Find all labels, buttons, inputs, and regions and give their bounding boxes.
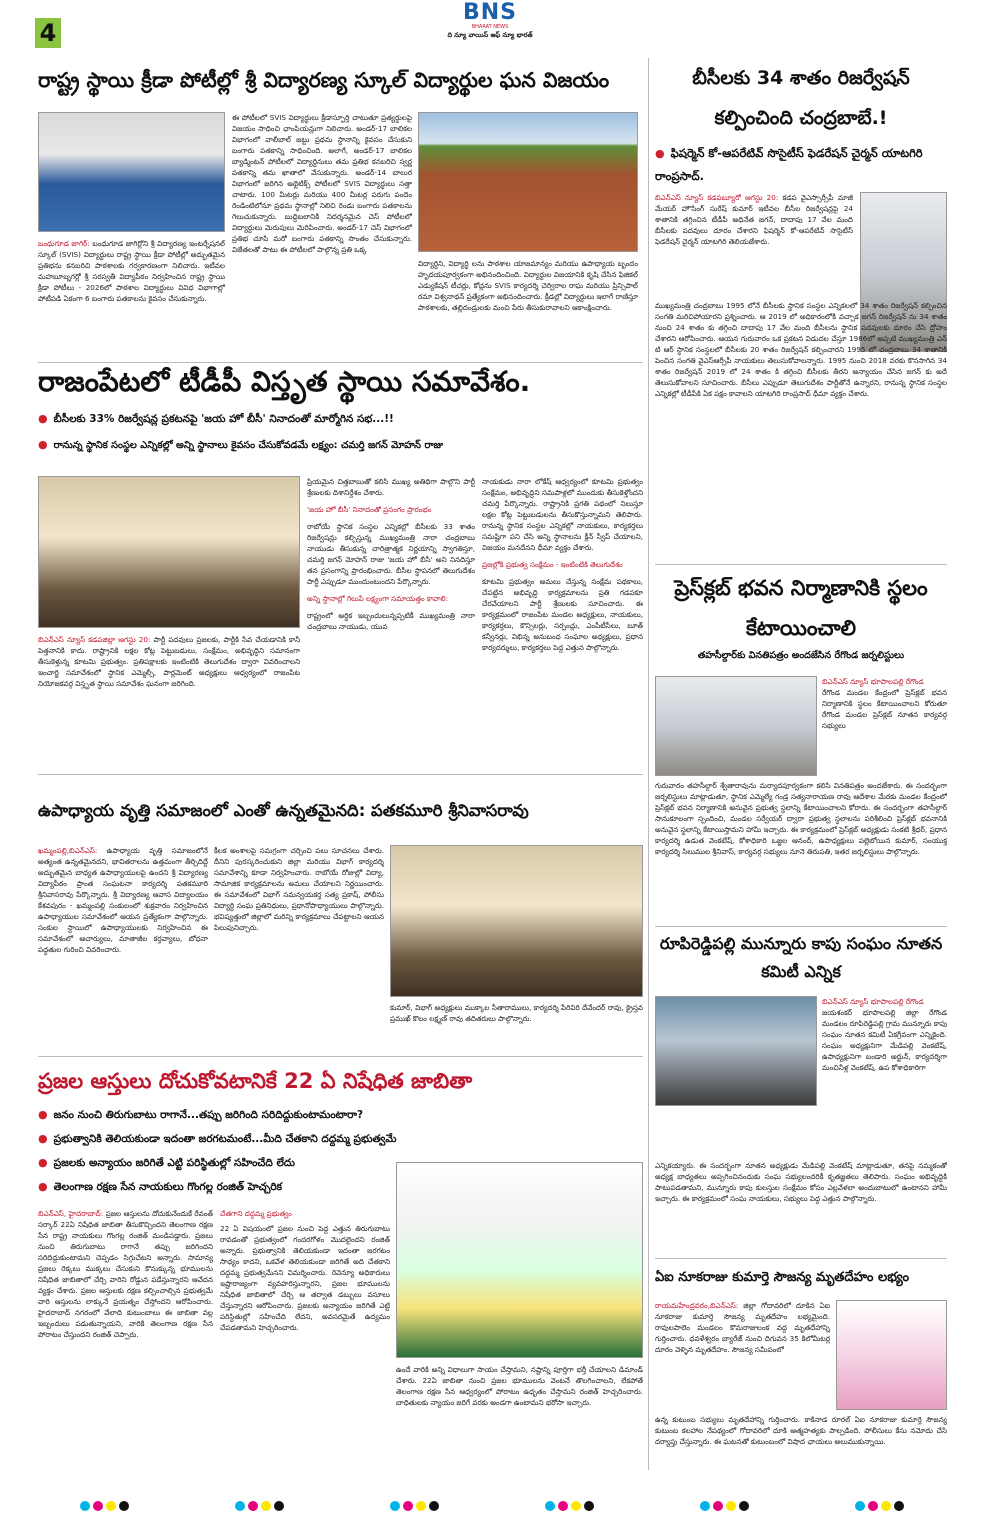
story5-dateline: ఖమ్మంపల్లి,బిఎన్ఎస్:: [38, 846, 98, 855]
divider: [655, 926, 947, 927]
story2-lead: [655, 192, 853, 300]
logo-text: BNS: [462, 0, 518, 25]
story5-column-1: [38, 845, 208, 1051]
story3-text-2a: ప్రియమైన చిత్తబాబుతో కలిసి ముఖ్య అతిథిగా పాల్గొని పార్టీ శ్రేణులకు దిశానిర్దేశం చేశారు.: [307, 477, 475, 497]
story2-bullet: ● ఫిషర్మెన్ కో-ఆపరేటివ్ సొసైటీస్ ఫెడరేషన్ చైర్మన్ యాటగిరి రాంప్రసాద్.: [655, 142, 947, 187]
story7-headline: ఏఐ నూకరాజు కుమార్తె సౌజన్య మృతదేహం లభ్యం: [655, 1270, 910, 1285]
story3-bullet-2: ● రానున్న స్థానిక సంస్థల ఎన్నికల్లో అన్ని స్థానాలు కైవసం చేసుకోవడమే లక్ష్యం: చమర్తి జగన్ మోహన్ రాజు: [38, 438, 643, 453]
divider: [38, 774, 643, 775]
story3-column-1: [38, 634, 300, 768]
logo-subline: ది న్యూ వాయిస్ ఆఫ్ న్యూ భారత్: [447, 31, 533, 39]
story4-subhead: తహసీల్దార్‌కు వినతిపత్రం అందజేసిన రేగొండ జర్నలిస్టులు: [697, 650, 905, 661]
logo-tagline: BHARAT NEWS: [471, 24, 509, 30]
logo: [415, 2, 565, 46]
story5-caption: కుమార్, విభాగ్ అధ్యక్షులు ముక్కాల సీతారాములు, కార్యదర్శి పేరివిరి దేవేందర్ రావు, క్రైస్తవ ప్రముఖ్ కొలం లక్ష్మణ్ రావు తదితరులు పాల్గొన్నారు.: [390, 1003, 643, 1023]
story3-text-3a: నాయకుడు నారా లోకేష్ ఆధ్వర్యంలో కూటమి ప్రభుత్వం సంక్షేమం, అభివృద్ధిని సమపాళ్లలో ముందుకు తీసుకెళ్తోందని చమర్తి పేర్కొన్నారు. రాష్ట్రానికి ప్రగతి పథంలో నిలుస్తూ లక్షల కోట్ల పెట్టుబడులను తీసుకొస్తున్నామని తెలిపారు. రానున్న స్థానిక సంస్థల ఎన్నికల్లో నాయకులు, కార్యకర్తలు సమష్టిగా పని చేసి అన్ని స్థానాలను క్లీన్ స్వీప్ చేయాలని, విజయం మనదేనని ధీమా వ్యక్తం చేశారు.: [482, 477, 643, 552]
story7-text-side: జిల్లా గోదావరిలో దూకిన ఏఐ నూకరాజు కుమార్తె సౌజన్య మృతదేహం లభ్యమైంది. రావులపాలెం మండలం కొమరాజులంక వద్ద మృతదేహాన్ని గుర్తించారు. ధవళేశ్వరం బ్యారేజ్ నుంచి దిగువన 35 కిలోమీటర్ల దూరం వెళ్ళిన మృతదేహం. సౌజన్య సమీపంలో: [655, 1301, 830, 1354]
story1-headline: రాష్ట్ర స్థాయి క్రీడా పోటీల్లో శ్రీ విద్యారణ్య స్కూల్ విద్యార్థుల ఘన విజయం: [38, 68, 610, 92]
story1-text-1: బంధుగూడ జాగిర్లోని శ్రీ విద్యారణ్య ఇంటర్నేషనల్ స్కూల్ (SVIS) విద్యార్థులు రాష్ట్ర స్థాయి క్రీడా పోటీల్లో అద్భుతమైన ప్రతిభను కనబరిచి పాఠశాలకు గర్వకారణంగా నిలిచారు. ఇటీవల మహబూబ్నగర్లో శ్రీ సరస్వతీ విద్యాపీఠం నిర్వహించిన రాష్ట్ర స్థాయి క్రీడా పోటీలు - 2026లో పాఠశాల విద్యార్థులు వివిధ విభాగాల్లో పోటీపడి ఏకంగా 6 బంగారు పతకాలను కైవసం చేసుకున్నారు.: [38, 239, 225, 303]
story8-column-2: [220, 1208, 390, 1470]
story4-headline: ప్రెస్‌క్లబ్ భవన నిర్మాణానికి స్థలం కేటాయించాలి: [674, 576, 928, 640]
story4-dateline: బిఎన్ఎస్ న్యూస్ భూపాలపల్లి రేగొండ: [822, 677, 924, 686]
story6-side: [822, 996, 947, 1154]
story5-text-1: ఉపాధ్యాయ వృత్తి సమాజంలోనే అత్యంత ఉన్నతమైనదని, భావితరాలను ఉత్తమంగా తీర్చిదిద్దే అద్భుతమైన బాధ్యత ఉపాధ్యాయులపై ఉందని శ్రీ విద్యారణ్య విద్యాపీఠం ప్రాంత సంఘటనా కార్యదర్శి పతకమూరి శ్రీనివాసరావు పేర్కొన్నారు. శ్రీ విద్యారణ్య ఆవాస విద్యాలయం కేశవపురం - ఖమ్మంపల్లి సంకులంలో శుక్రవారం నిర్వహించిన ఉపాధ్యాయుల సమావేశంలో ఆయన ప్రత్యేకంగా పాల్గొన్నారు. సంకుల స్థాయిలో ఉపాధ్యాయులకు నిర్వహించిన ఈ సమావేశంలో ఆచార్యులు, మాతాజీల కర్తవ్యాలు, బోధనా పద్ధతుల గురించి వివరించారు.: [38, 846, 208, 954]
story1-photo-team: [38, 112, 225, 232]
story8-text-2: 22 ఏ విషయంలో ప్రజల నుంచి పెద్ద ఎత్తున తిరుగుబాటు రావడంతో ప్రభుత్వంలో గందరగోళం మొదలైందని రంజిత్ అన్నారు. ప్రభుత్వానికి తెలియకుండా ఇదంతా జరగటం సాధ్యం కాదని, ఒకవేళ తెలియకుండా జరిగితే అది చేతకాని దద్దమ్మ ప్రభుత్వమేనని విమర్శించారు. రెవెన్యూ అధికారులు ఇష్టారాజ్యంగా వ్యవహరిస్తున్నారని, ప్రజల భూములను నిషేధిత జాబితాలో చేర్చి ఆ తర్వాత డబ్బులు వసూలు చేస్తున్నారని ఆరోపించారు. ప్రజలకు అన్యాయం జరిగితే ఎట్టి పరిస్థితుల్లో సహించేది లేదని, అవసరమైతే ఉద్యమం చేపడతామని హెచ్చరించారు.: [220, 1224, 390, 1332]
story5-column-2: కీలక అంశాలపై సమగ్రంగా చర్చించి పలు సూచనలు చేశారు. దీనిని పురస్కరించుకుని జిల్లా మరియు విభాగ్ కార్యదర్శి సమావేశాన్ని కూడా నిర్వహించారు. రాబోయే రోజుల్లో విద్యా, సామాజిక కార్యక్రమాలను అమలు చేయాలని నిర్ణయించారు. ఈ సమావేశంలో విభాగ్ సమన్వయకర్త సత్య ప్రకాష్, పోలీసు విద్యార్థి సంఘ ప్రతినిధులు, ప్రధానోపాధ్యాయులు పాల్గొన్నారు. భవిష్యత్తులో జిల్లాలో మరిన్ని కార్యక్రమాలు చేపట్టాలని ఆయన పిలుపునిచ్చారు.: [214, 846, 384, 932]
divider: [655, 564, 947, 565]
color-dots-1: [80, 1496, 132, 1515]
color-dots-6: [855, 1496, 907, 1515]
story3-bullet-1: ● బీసీలకు 33% రిజర్వేషన్ల ప్రకటనపై 'జయ హో బీసీ' నినాదంతో మార్మోగిన సభ...!!: [38, 412, 643, 428]
story6-body: ఎన్నికయ్యారు. ఈ సందర్భంగా నూతన అధ్యక్షుడు మేడిపల్లి వెంకటేష్ మాట్లాడుతూ, తనపై నమ్మకంతో అధ్యక్ష బాధ్యతలు అప్పగించినందుకు సంఘ సభ్యులందరికీ కృతజ్ఞతలు తెలిపారు. సంఘం అభివృద్ధికి పాటుపడతామని, మున్నూరు కాపు కులస్తుల సంక్షేమం కోసం ఎల్లవేళలా అందుబాటులో ఉంటానని హామీ ఇచ్చారు. ఈ కార్యక్రమంలో సంఘ నాయకులు, సభ్యులు పెద్ద ఎత్తున పాల్గొన్నారు.: [655, 1161, 947, 1203]
issue-date: 21-08-2026: [830, 23, 920, 39]
story2-dateline: బిఎన్ఎస్ న్యూస్ కడపబ్యూరో ఆగస్టు 20:: [655, 193, 779, 202]
story8-column-1: [38, 1208, 213, 1470]
masthead: [0, 0, 987, 48]
story5-headline: ఉపాధ్యాయ వృత్తి సమాజంలో ఎంతో ఉన్నతమైనది: పతకమూరి శ్రీనివాసరావు: [38, 801, 529, 820]
page-number: 4: [35, 18, 61, 48]
color-dots-2: [235, 1496, 287, 1515]
story3-column-3: [482, 476, 643, 768]
story1-dateline: బంధుగూడ జాగిర్:: [38, 239, 90, 248]
story6-text-side: జయశంకర్ భూపాలపల్లి జిల్లా రేగొండ మండలం రూపిరెడ్డిపల్లి గ్రామ మున్నూరు కాపు సంఘం నూతన కమిటీ ఏకగ్రీవంగా ఎన్నికైంది. సంఘం అధ్యక్షునిగా మేడిపల్లి వెంకటేష్, ఉపాధ్యక్షునిగా బండారి అర్జున్, కార్యదర్శిగా మంచినీళ్ల వెంకటేష్, ఉప కోశాధికారిగా: [822, 1008, 947, 1072]
registration-marks: [0, 1496, 987, 1510]
story7-body: ఉన్న కుటుంబ సభ్యులు మృతదేహాన్ని గుర్తించారు. కాకినాడ రూరల్ ఏఐ నూకరాజు కుమార్తె సౌజన్య కుటుంబ కలహాల నేపథ్యంలో గోదావరిలో దూకి ఆత్మహత్యకు పాల్పడింది. పోలీసులు కేసు నమోదు చేసి దర్యాప్తు చేస్తున్నారు. ఈ ఘటనతో కుటుంబంలో విషాద ఛాయలు అలుముకున్నాయి.: [655, 1415, 947, 1446]
story6-photo: [655, 996, 817, 1106]
story3-text-3b: కూటమి ప్రభుత్వం అమలు చేస్తున్న సంక్షేమ పథకాలు, చేపట్టిన అభివృద్ధి కార్యక్రమాలను ప్రతి గడపకూ చేరవేయాలని పార్టీ శ్రేణులకు సూచించారు. ఈ కార్యక్రమంలో రాజంపేట మండల అధ్యక్షులు, నాయకులు, కార్యకర్తలు, కౌన్సిలర్లు, సర్పంచ్లు, ఎంపీటీసీలు, బూత్ కన్వీనర్లు, విభిన్న అనుబంధ సంఘాల అధ్యక్షులు, ప్రధాన కార్యదర్శులు, కార్యకర్తలు పెద్ద ఎత్తున పాల్గొన్నారు.: [482, 577, 643, 652]
story2-body: ముఖ్యమంత్రి చంద్రబాబు 1995 లోనే బీసీలకు స్థానిక సంస్థల ఎన్నికలలో 34 శాతం రిజర్వేషన్ కల్పించిన సంగతి మరిచిపోయారని ప్రశ్నించారు. ఆ 2019 లో అధికారంలోకి వచ్చాక జగన్ రిజర్వేషన్ ను 34 శాతం నుంచి 24 శాతం కు తగ్గించి దాదాపు 17 వేల మంది బీసీలను స్థానిక పదవులకు దూరం చేసి ద్రోహం చేశారని ఆరోపించారు. ఆయన గురువారం ఒక ప్రకటన విడుదల చేస్తూ 1986లో అప్పటి ముఖ్యమంత్రి ఎన్ టి ఆర్ స్థానిక సంస్థలలో బీసీలకు 20 శాతం రిజర్వేషన్ కల్పించారని 1995 లో చంద్రబాబు 34 శాతానికి పెంచిన సంగతి వైఎస్ఆర్సీపీ నాయకులు తెలుసుకోవాలన్నారు. 1995 నుంచి 2018 వరకు కొనసాగిన 34 శాతం రిజర్వేషన్ 2019 లో 24 శాతం కి తగ్గించి బీసీలకు తీరని అన్యాయం చేసిన జగన్ కు అదే తెలుసుకోవాలని సూచించారు. బీసీలు ఎప్పుడూ తెలుగుదేశం పార్టీతోనే ఉన్నారని, రానున్న స్థానిక సంస్థల ఎన్నికల్లో టీడీపీకి ఏక పక్షం కావాలని యాటగిరి రాంప్రసాద్ ధీమా వ్యక్తం చేశారు.: [655, 301, 947, 398]
divider: [655, 1258, 947, 1259]
story8-bullet-4: ● తెలంగాణ రక్షణ సేన నాయకులు గొంగల్ల రంజిత్ హెచ్చరిక: [38, 1180, 398, 1196]
story3-photo-meeting: [38, 476, 300, 628]
story3-text-2b: రాబోయే స్థానిక సంస్థల ఎన్నికల్లో బీసీలకు 33 శాతం రిజర్వేషన్లు కల్పిస్తున్న ముఖ్యమంత్రి నారా చంద్రబాబు నాయుడు తీసుకున్న చారిత్రాత్మక నిర్ణయాన్ని స్వాగతిస్తూ, చమర్తి జగన్ మోహన్ రాజు 'జయ హో బీసీ' అని నినదిస్తూ తన ప్రసంగాన్ని ప్రారంభించారు. బీసీల స్థాపనలో తెలుగుదేశం పార్టీ ఎప్పుడూ ముందుంటుందని పేర్కొన్నారు.: [307, 522, 475, 586]
story8-bullet-1: ● జనం నుంచి తిరుగుబాటు రాగానే...తప్పు జరిగింది సరిదిద్దుకుంటామంటారా?: [38, 1108, 638, 1124]
story7-photo: [836, 1300, 947, 1410]
color-dots-5: [700, 1496, 752, 1515]
story2-text-lead: కడప వైఎస్సార్సీపీ మాజీ మేయర్ హౌసింగ్ సురేష్ కుమార్ ఇటీవల బీసీల రిజర్వేషన్లపై 24 శాతానికి తగ్గించిన టీడీపీ అధినేత జగన్, దాదాపు 17 వేల మంది బీసీలకు పదవులు దూరం చేశారని ఫిషర్మెన్ కో-ఆపరేటివ్ సొసైటీస్ ఫెడరేషన్ చైర్మన్ యాటగిరి తెలియజేశారు.: [655, 193, 853, 246]
story7-dateline: రాయమహేంద్రవరం,బిఎన్ఎస్:: [655, 1301, 739, 1310]
story3-subhead-3: ప్రజల్లోకి ప్రభుత్వ సంక్షేమం - ఇంటింటికి తెలుగుదేశం: [482, 560, 623, 569]
story5-photo-meeting: [390, 845, 643, 997]
story1-photo-race: [418, 112, 638, 252]
story8-dateline: బిఎన్ఎస్, హైదరాబాద్:: [38, 1209, 104, 1218]
story3-subhead-1: 'జయ హో బీసీ' నినాదంతో ప్రసంగం ప్రారంభం: [307, 505, 432, 514]
story4-side: [822, 676, 947, 776]
story1-column-2: ఈ పోటీలలో SVIS విద్యార్థులు క్రీడాస్ఫూర్తి చాటుతూ ప్రత్యర్థులపై విజయం సాధించి ఛాంపియన్లుగా నిలిచారు. అండర్-17 బాలికల విభాగంలో వాలీబాల్ జట్టు ప్రథమ స్థానాన్ని కైవసం చేసుకుని బంగారు పతకాన్ని సాధించింది. అలాగే, అండర్-17 బాలికల బ్యాడ్మింటన్ పోటీలలో విద్యార్థినులు తమ ప్రతిభ కనబరిచి స్వర్ణ పతకాన్ని తమ ఖాతాలో వేసుకున్నారు. అండర్-14 బాలుర విభాగంలో జరిగిన అథ్లెటిక్స్ పోటీలలో SVIS విద్యార్థులు సత్తా చాటారు. 100 మీటర్లు మరియు 400 మీటర్ల పరుగు పందెం రెండింటిలోనూ ప్రథమ స్థానాల్లో నిలిచి రెండు బంగారు పతకాలను గెలుచుకున్నారు. బుద్ధిబలానికి నిదర్శనమైన చెస్ పోటీలలో విద్యార్థులు మెరుపులు మెరిపించారు. అండర్-17 చెస్ విభాగంలో ప్రతిభ చూపి మరో బంగారు పతకాన్ని సొంతం చేసుకున్నారు. విజేతలతో పాటు ఈ పోటీలలో పాల్గొన్న ప్రతి ఒక్క: [232, 113, 412, 254]
story3-column-2: [307, 476, 475, 768]
color-dots-3: [390, 1496, 442, 1515]
story6-dateline: బిఎన్ఎస్ న్యూస్ భూపాలపల్లి రేగొండ: [822, 997, 924, 1006]
story3-text-2c: రాష్ట్రంలో అర్థిక ఇబ్బందులున్నప్పటికీ ముఖ్యమంత్రి నారా చంద్రబాబు నాయుడు, యువ: [307, 611, 475, 631]
story1-column-1: [38, 238, 225, 358]
story3-headline: రాజంపేటలో టీడీపీ విస్తృత స్థాయి సమావేశం.: [38, 365, 531, 398]
day-label: శుక్రవారం: [68, 23, 118, 39]
story2-headline: బీసీలకు 34 శాతం రిజర్వేషన్ కల్పించింది చంద్రబాబే.!: [692, 67, 910, 129]
story8-bullet-2: ● ప్రభుత్వానికి తెలియకుండా ఇదంతా జరగటమంటే...మీది చేతకాని దద్దమ్మ ప్రభుత్వమే: [38, 1132, 638, 1148]
story1-column-3: విద్యార్థిని, విద్యార్థి లను పాఠశాల యాజమాన్యం మరియు ఉపాధ్యాయ బృందం హృదయపూర్వకంగా అభినందించింది. విద్యార్థుల విజయానికి కృషి చేసిన ఫిజికల్ ఎడ్యుకేషన్ టీచర్లు, కోచ్లను SVIS కార్యదర్శి చెర్విరాల రాఘ మరియు ప్రిన్సిపాల్ రమా విశ్వనాథన్ ప్రత్యేకంగా అభినందించారు. క్రీడల్లో విద్యార్థులు ఇలాగే రాణిస్తూ పాఠశాలకు, తల్లిదండ్రులకు మంచి పేరు తీసుకురావాలని ఆకాంక్షించారు.: [418, 259, 638, 312]
story3-dateline: బిఎన్ఎస్ న్యూస్ కడపజిల్లా ఆగస్టు 20:: [38, 635, 151, 644]
story8-column-3: ఉందే వారికి అన్ని విధాలుగా సాయం చేస్తామని, నష్టాన్ని పూర్తిగా భర్తీ చేయాలని డిమాండ్ చేశారు. 22ఏ జాబితా నుంచి ప్రజల భూములను వెంటనే తొలగించాలని, లేకపోతే తెలంగాణ రక్షణ సేన ఆధ్వర్యంలో పోరాటం ఉధృతం చేస్తామని రంజిత్ హెచ్చరించారు. బాధితులకు న్యాయం జరిగే వరకు అండగా ఉంటామని భరోసా ఇచ్చారు.: [396, 1365, 643, 1407]
story4-text-side: రేగొండ మండల కేంద్రంలో ప్రెస్‌క్లబ్ భవన నిర్మాణానికి స్థలం కేటాయించాలని కోరుతూ రేగొండ మండల ప్రెస్‌క్లబ్ నూతన కార్యవర్గ సభ్యులు: [822, 688, 947, 730]
story7-side: [655, 1300, 830, 1396]
story3-text-1: పార్టీ పదవులు ప్రజలకు, పార్టీకి సేవ చేయడానికి కానీ పెత్తనానికి కాదు. రాష్ట్రానికి లక్షల కోట్ల పెట్టుబడులు, సంక్షేమం, అభివృద్ధిని సమానంగా తీసుకెళ్తున్న కూటమి ప్రభుత్వం. ప్రతిపక్షాలకు ఇంటింటికి తెలుగుదేశం ద్వారా వివరించాలని ఇంచార్జి సమావేశంలో స్థానిక ఎమ్మెల్సీ, పార్లమెంట్ అధ్యక్షులు ఆధ్వర్యంలో రాజంపేట నియోజకవర్గ విస్తృత స్థాయి సమావేశం ఘనంగా జరిగింది.: [38, 635, 300, 688]
color-dots-4: [545, 1496, 597, 1515]
story8-text-1: ప్రజల ఆస్తులను దోచుకునేందుకే రేవంత్ సర్కార్ 22ఏ నిషేధిత జాబితా తీసుకొచ్చిందని తెలంగాణ రక్షణ సేన రాష్ట్ర నాయకులు గొంగల్ల రంజిత్ మండిపడ్డారు. ప్రజలు నుంచి తిరుగుబాటు రాగానే తప్పు జరిగిందని సరిదిద్దుకుంటామని చెప్పడం సిగ్గుచేటని అన్నారు. సామాన్య ప్రజలు రెక్కలు ముక్కలు చేసుకుని కొనుక్కున్న భూములను నిషేధిత జాబితాలో చేర్చి వారిని రోడ్డున పడేస్తున్నారని ఆవేదన వ్యక్తం చేశారు. ప్రజల ఆస్తులకు రక్షణ కల్పించాల్సిన ప్రభుత్వమే వారి ఆస్తులను లాక్కునే ప్రయత్నం చేస్తోందని ఆరోపించారు. హైదరాబాద్ నగరంలో వేలాది కుటుంబాలు ఈ జాబితా వల్ల ఇబ్బందులు పడుతున్నాయని, వారికి తెలంగాణ రక్షణ సేన పోరాటం చేస్తుందని రంజిత్ చెప్పారు.: [38, 1209, 213, 1339]
story8-subhead: చేతగాని దద్దమ్మ ప్రభుత్వం: [220, 1209, 292, 1218]
story8-headline: ప్రజల ఆస్తులు దోచుకోవటానికే 22 ఏ నిషేధిత జాబితా: [38, 1069, 473, 1093]
story6-headline: రూపిరెడ్డిపల్లి మున్నూరు కాపు సంఘం నూతన కమిటీ ఎన్నిక: [659, 934, 943, 981]
divider: [38, 1056, 643, 1057]
story8-photo-ranjith: [396, 1162, 643, 1358]
story4-body: గురువారం తహసీల్దార్ శ్వేతారావును మర్యాదపూర్వకంగా కలిసి వినతిపత్రం అందజేశారు. ఈ సందర్భంగా జర్నలిస్టులు మాట్లాడుతూ, స్థానిక ఎమ్మెల్యే గండ్ర సత్యనారాయణ రావు ఆదేశాల మేరకు మండల కేంద్రంలో ప్రెస్‌క్లబ్ భవన నిర్మాణానికి అనువైన ప్రభుత్వ స్థలాన్ని కేటాయించాలని కోరారు. ఈ సందర్భంగా తహసీల్దార్ సానుకూలంగా స్పందించి, మండల సర్వేయర్ ద్వారా ప్రభుత్వ స్థలాలను పరిశీలించి ప్రెస్‌క్లబ్ భవనానికి అనువైన స్థలాన్ని కేటాయిస్తామని హామీ ఇచ్చారు. ఈ కార్యక్రమంలో ప్రెస్‌క్లబ్ అధ్యక్షుడు సంకటి శ్రీధర్, ప్రధాన కార్యదర్శి ఉడుత వెంకటేష్, కోశాధికారి ఒజ్జల ఆనంద్, ఉపాధ్యక్షులు పల్లెబోయిన కుమార్, సంయుక్త కార్యదర్శి సిలుముల శ్రీనివాస్, కార్యవర్గ సభ్యులు నూనె తిరుపతి, ఇతర జర్నలిస్టులు పాల్గొన్నారు.: [655, 781, 947, 856]
story8-bullet-3: ● ప్రజలకు అన్యాయం జరిగితే ఎట్టి పరిస్థితుల్లో సహించేది లేదు: [38, 1156, 398, 1172]
story3-subhead-2: అన్ని స్థానాల్లో గెలుపే లక్ష్యంగా సమాయత్తం కావాలి:: [307, 594, 449, 603]
column-divider: [648, 58, 649, 1470]
story4-photo: [655, 676, 817, 776]
